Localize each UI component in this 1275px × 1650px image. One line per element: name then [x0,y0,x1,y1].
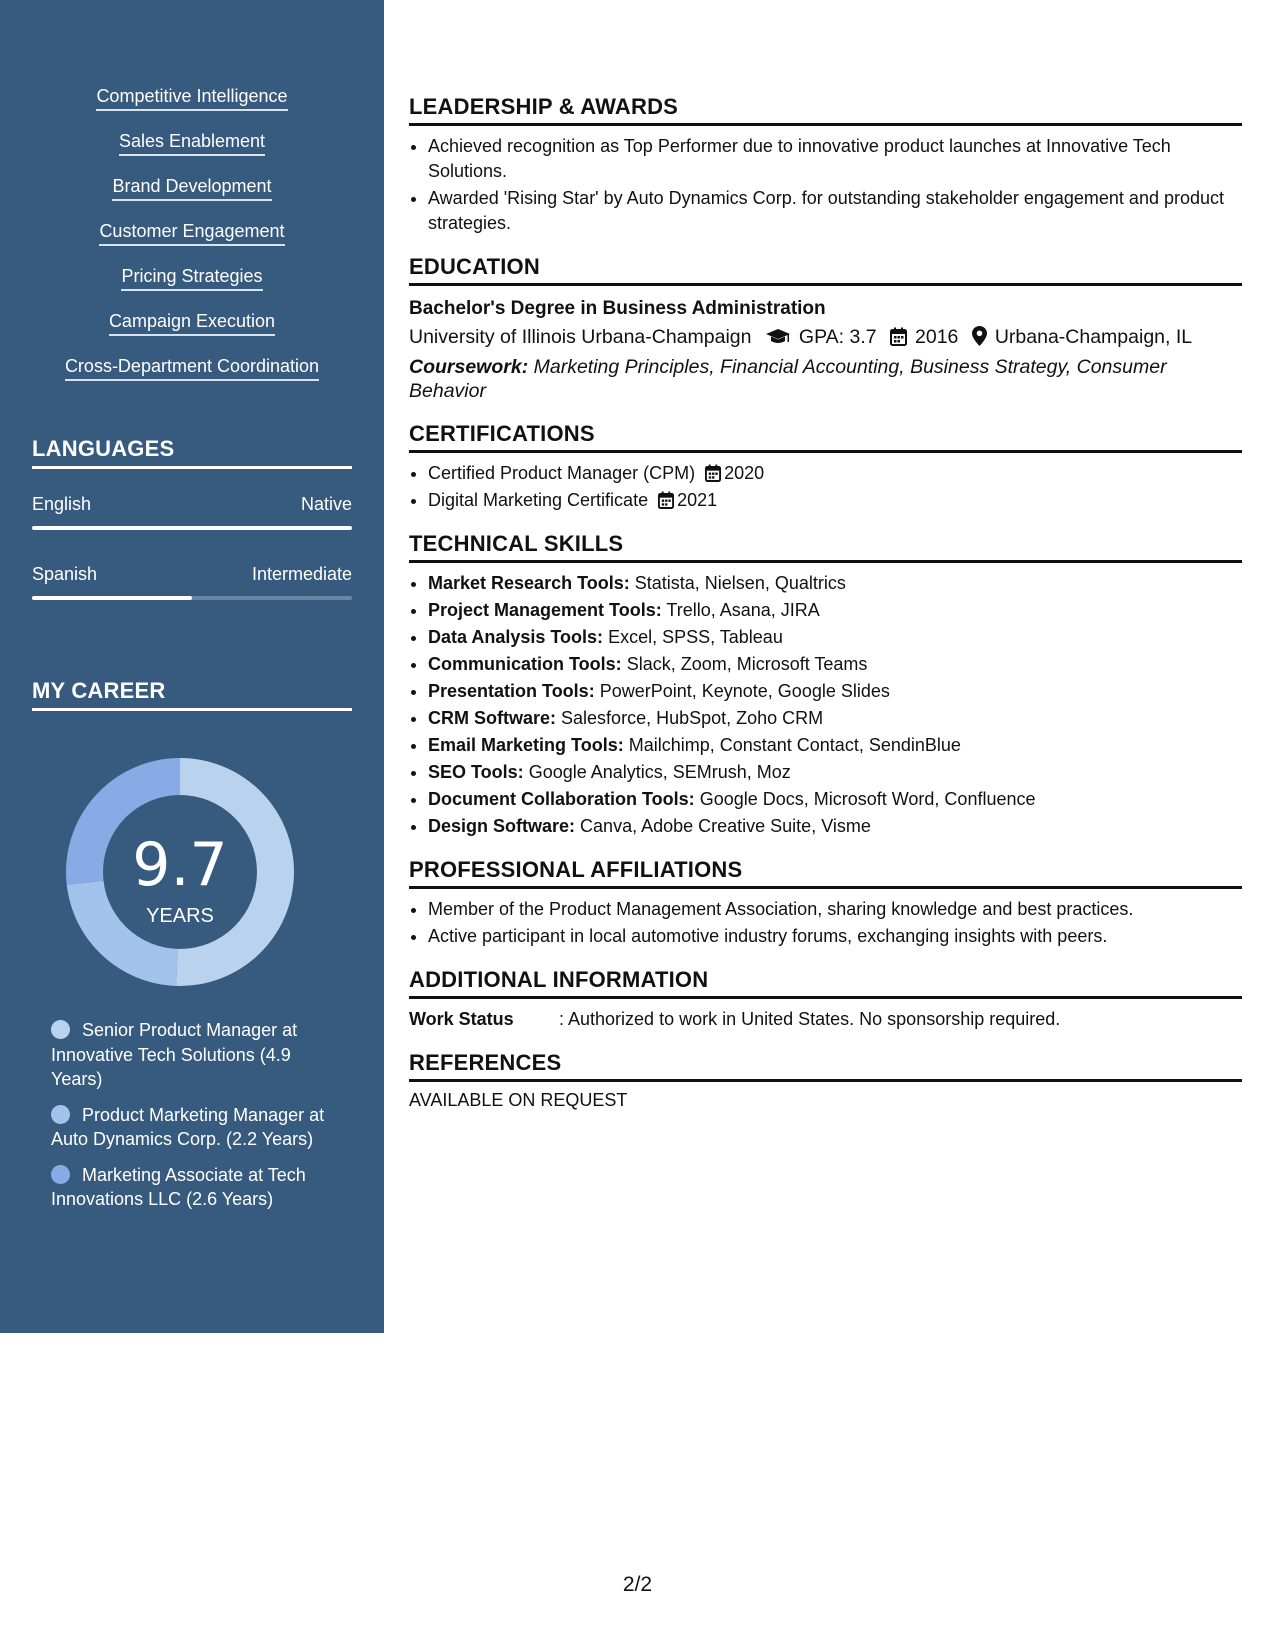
skill-item [428,652,1242,677]
skill-value: Canva, Adobe Creative Suite, Visme [580,816,871,836]
section-title: TECHNICAL SKILLS [409,531,1242,563]
work-status-value: : Authorized to work in United States. No sponsorship required. [559,1009,1061,1029]
skill-item: Cross-Department Coordination [65,356,319,381]
skill-value: Statista, Nielsen, Qualtrics [634,573,846,593]
career-item-text: Product Marketing Manager at Auto Dynamics Corp. (2.2 Years) [51,1104,325,1149]
language-name: English [32,494,92,514]
language-level: Native [300,494,352,514]
additional-info-section [409,967,1242,1032]
affiliations-section [409,857,1242,949]
career-total: 9.7 [132,830,228,900]
certifications-section [409,421,1242,513]
skills-list [0,86,384,401]
skill-item: Customer Engagement [99,221,284,246]
graduation-year: 2016 [915,326,959,348]
career-item [51,1018,331,1092]
language-bar [32,526,352,530]
main-content [409,94,1242,1129]
language-row [32,494,352,515]
coursework-label: Coursework: [409,356,529,378]
certification-year: 2021 [677,490,718,510]
location-pin-icon [972,325,987,355]
career-list [51,1018,331,1223]
work-status-label: Work Status [409,1009,514,1029]
skill-item [428,679,1242,704]
career-item [51,1163,331,1212]
calendar-icon [658,491,674,509]
education-details [409,322,1242,355]
calendar-icon [705,464,721,482]
list-item: • Achieved recognition as Top Performer due to innovative product launches at Innovative Tech Solutions. [428,134,1242,184]
certification-year: 2020 [724,463,765,483]
certification-item [428,461,1242,486]
skill-value: Trello, Asana, JIRA [666,600,820,620]
skill-label: Data Analysis Tools: [428,627,604,647]
skill-value: Slack, Zoom, Microsoft Teams [626,654,868,674]
technical-skills-section [409,531,1242,839]
skill-item: Competitive Intelligence [96,86,287,111]
skill-item [428,760,1242,785]
gpa: GPA: 3.7 [798,326,877,348]
skill-item [428,706,1242,731]
legend-dot [51,1105,70,1124]
education-section [409,254,1242,403]
section-title: EDUCATION [409,254,1242,286]
page-number: 2/2 [622,1573,653,1596]
career-heading: MY CAREER [32,678,352,711]
career-donut-chart [66,758,294,986]
skill-value: PowerPoint, Keynote, Google Slides [599,681,890,701]
language-bar-fill [32,526,352,530]
language-name: Spanish [32,564,98,584]
work-status-row [409,1007,1242,1032]
certification-name: Digital Marketing Certificate [428,490,649,510]
location: Urbana-Champaign, IL [994,326,1193,348]
legend-dot [51,1020,70,1039]
list-item: • Active participant in local automotive industry forums, exchanging insights with peers. [428,924,1242,949]
skill-value: Excel, SPSS, Tableau [608,627,783,647]
career-item [51,1103,331,1152]
graduation-cap-icon [765,325,791,355]
language-level: Intermediate [251,564,352,584]
certification-item [428,488,1242,513]
skill-label: Document Collaboration Tools: [428,789,695,809]
skill-label: SEO Tools: [428,762,524,782]
sidebar [0,0,384,1333]
skill-item [428,733,1242,758]
skill-item [428,814,1242,839]
skill-label: Market Research Tools: [428,573,630,593]
language-bar [32,596,352,600]
certification-name: Certified Product Manager (CPM) [428,463,696,483]
skill-value: Google Analytics, SEMrush, Moz [528,762,791,782]
coursework [409,355,1242,403]
skill-item: Pricing Strategies [121,266,262,291]
section-title: ADDITIONAL INFORMATION [409,967,1242,999]
languages-heading: LANGUAGES [32,436,352,469]
skill-label: Email Marketing Tools: [428,735,624,755]
list-item: • Member of the Product Management Association, sharing knowledge and best practices. [428,897,1242,922]
skill-item [428,625,1242,650]
section-title: PROFESSIONAL AFFILIATIONS [409,857,1242,889]
language-row [32,564,352,585]
skill-label: Design Software: [428,816,576,836]
skill-item: Brand Development [112,176,271,201]
skill-value: Google Docs, Microsoft Word, Confluence [699,789,1036,809]
skill-value: Mailchimp, Constant Contact, SendinBlue [628,735,961,755]
career-item-text: Senior Product Manager at Innovative Tech Solutions (4.9 Years) [51,1020,298,1089]
calendar-icon [890,325,907,355]
section-title: CERTIFICATIONS [409,421,1242,453]
career-unit: YEARS [146,905,214,927]
skill-label: Communication Tools: [428,654,622,674]
references-text: AVAILABLE ON REQUEST [409,1090,628,1110]
school: University of Illinois Urbana-Champaign [409,326,752,348]
leadership-section [409,94,1242,236]
skill-item [428,787,1242,812]
skill-label: CRM Software: [428,708,557,728]
skill-item: Campaign Execution [109,311,275,336]
skill-value: Salesforce, HubSpot, Zoho CRM [561,708,824,728]
skill-item: Sales Enablement [119,131,265,156]
language-bar-fill [32,596,192,600]
section-title: LEADERSHIP & AWARDS [409,94,1242,126]
skill-item [428,571,1242,596]
career-item-text: Marketing Associate at Tech Innovations LLC (2.6 Years) [51,1164,306,1209]
list-item: • Awarded 'Rising Star' by Auto Dynamics Corp. for outstanding stakeholder engagement and product strategies. [428,186,1242,236]
degree: Bachelor's Degree in Business Administration [409,298,826,319]
coursework-text: Marketing Principles, Financial Accounting, Business Strategy, Consumer Behavior [409,356,1167,402]
legend-dot [51,1165,70,1184]
skill-label: Presentation Tools: [428,681,595,701]
references-section [409,1050,1242,1111]
skill-label: Project Management Tools: [428,600,662,620]
section-title: REFERENCES [409,1050,1242,1082]
skill-item [428,598,1242,623]
